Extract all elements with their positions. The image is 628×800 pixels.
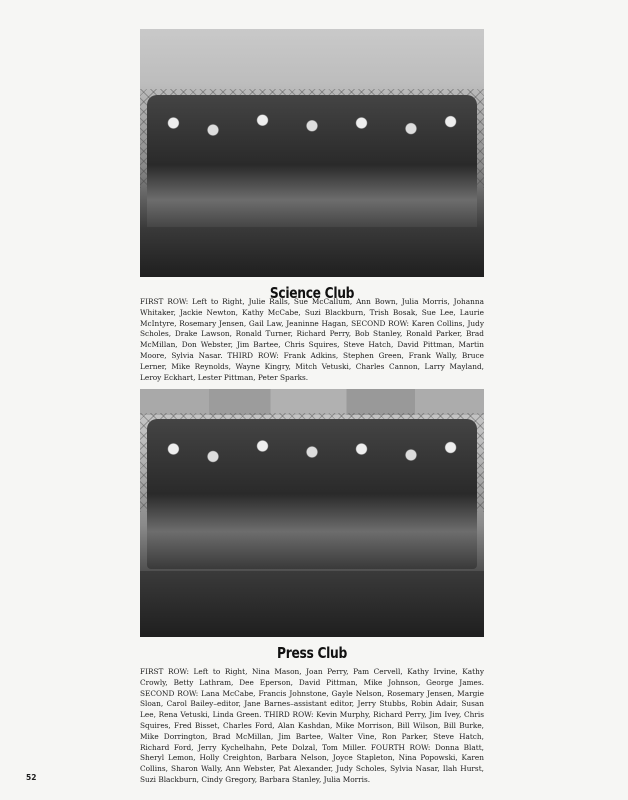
rooftop-ground [140,227,484,277]
science-club-caption: FIRST ROW: Left to Right, Julie Ralls, Sue McCallum, Ann Bown, Julia Morris, Johanna Whitaker, Jackie Newton, Kathy McCabe, Suzi Blackburn, Trish Bosak, Sue Lee, Laurie McIntyre, Rosemary Jensen, Gail Law, Jeaninne Hagan, SECOND ROW: Karen Collins, Judy Scholes, Drake Lawson, Ronald Turner, Richard Perry, Bob Stanley, Ronald Parker, Brad McMillan, Don Webster, Jim Bartee, Chris Squires, Steve Hatch, David Pittman, Martin Moore, Sylvia Nasar. THIRD ROW: Frank Adkins, Stephen Green, Frank Wally, Bruce Lerner, Mike Reynolds, Wayne Kingry, Mitch Vetuski, Charles Cannon, Larry Mayland, Leroy Eckhart, Lester Pittman, Peter Sparks. [140,297,484,382]
press-club-caption: FIRST ROW: Left to Right, Nina Mason, Joan Perry, Pam Cervell, Kathy Irvine, Kathy Crowly, Betty Lathram, Dee Eperson, David Pittman, Mike Johnson, George James. SECOND ROW: Lana McCabe, Francis Johnstone, Gayle Nelson, Rosemary Jensen, Margie Sloan, Carol Bailey–editor, Jane Barnes–assistant editor, Jerry Stubbs, Robin Adair, Susan Lee, Rena Vetuski, Linda Green. THIRD ROW: Kevin Murphy, Richard Perry, Jim Ivey, Chris Squires, Fred Bisset, Charles Ford, Alan Kashdan, Mike Morrison, Bill Wilson, Bill Burke, Mike Dorrington, Brad McMillan, Jim Bartee, Walter Vine, Ron Parker, Steve Hatch, Richard Ford, Jerry Kychelhahn, Pete Dolzal, Tom Miller. FOURTH ROW: Donna Blatt, Sheryl Lemon, Holly Creighton, Barbara Nelson, Joyce Stapleton, Nina Popowski, Karen Collins, Sharon Wally, Ann Webster, Pat Alexander, Judy Scholes, Sylvia Nasar, Ilah Hurst, Suzi Blackburn, Cindy Gregory, Barbara Stanley, Julia Morris. [140,667,484,784]
science-club-group-photo [140,29,484,277]
press-club-heading: Press Club [277,644,347,662]
group-of-students [147,419,477,569]
press-club-group-photo [140,389,484,637]
rooftop-ground [140,571,484,637]
science-club-heading: Science Club [269,284,355,302]
page-number: 52 [26,773,37,782]
group-of-students [147,95,477,235]
city-buildings [140,389,484,415]
